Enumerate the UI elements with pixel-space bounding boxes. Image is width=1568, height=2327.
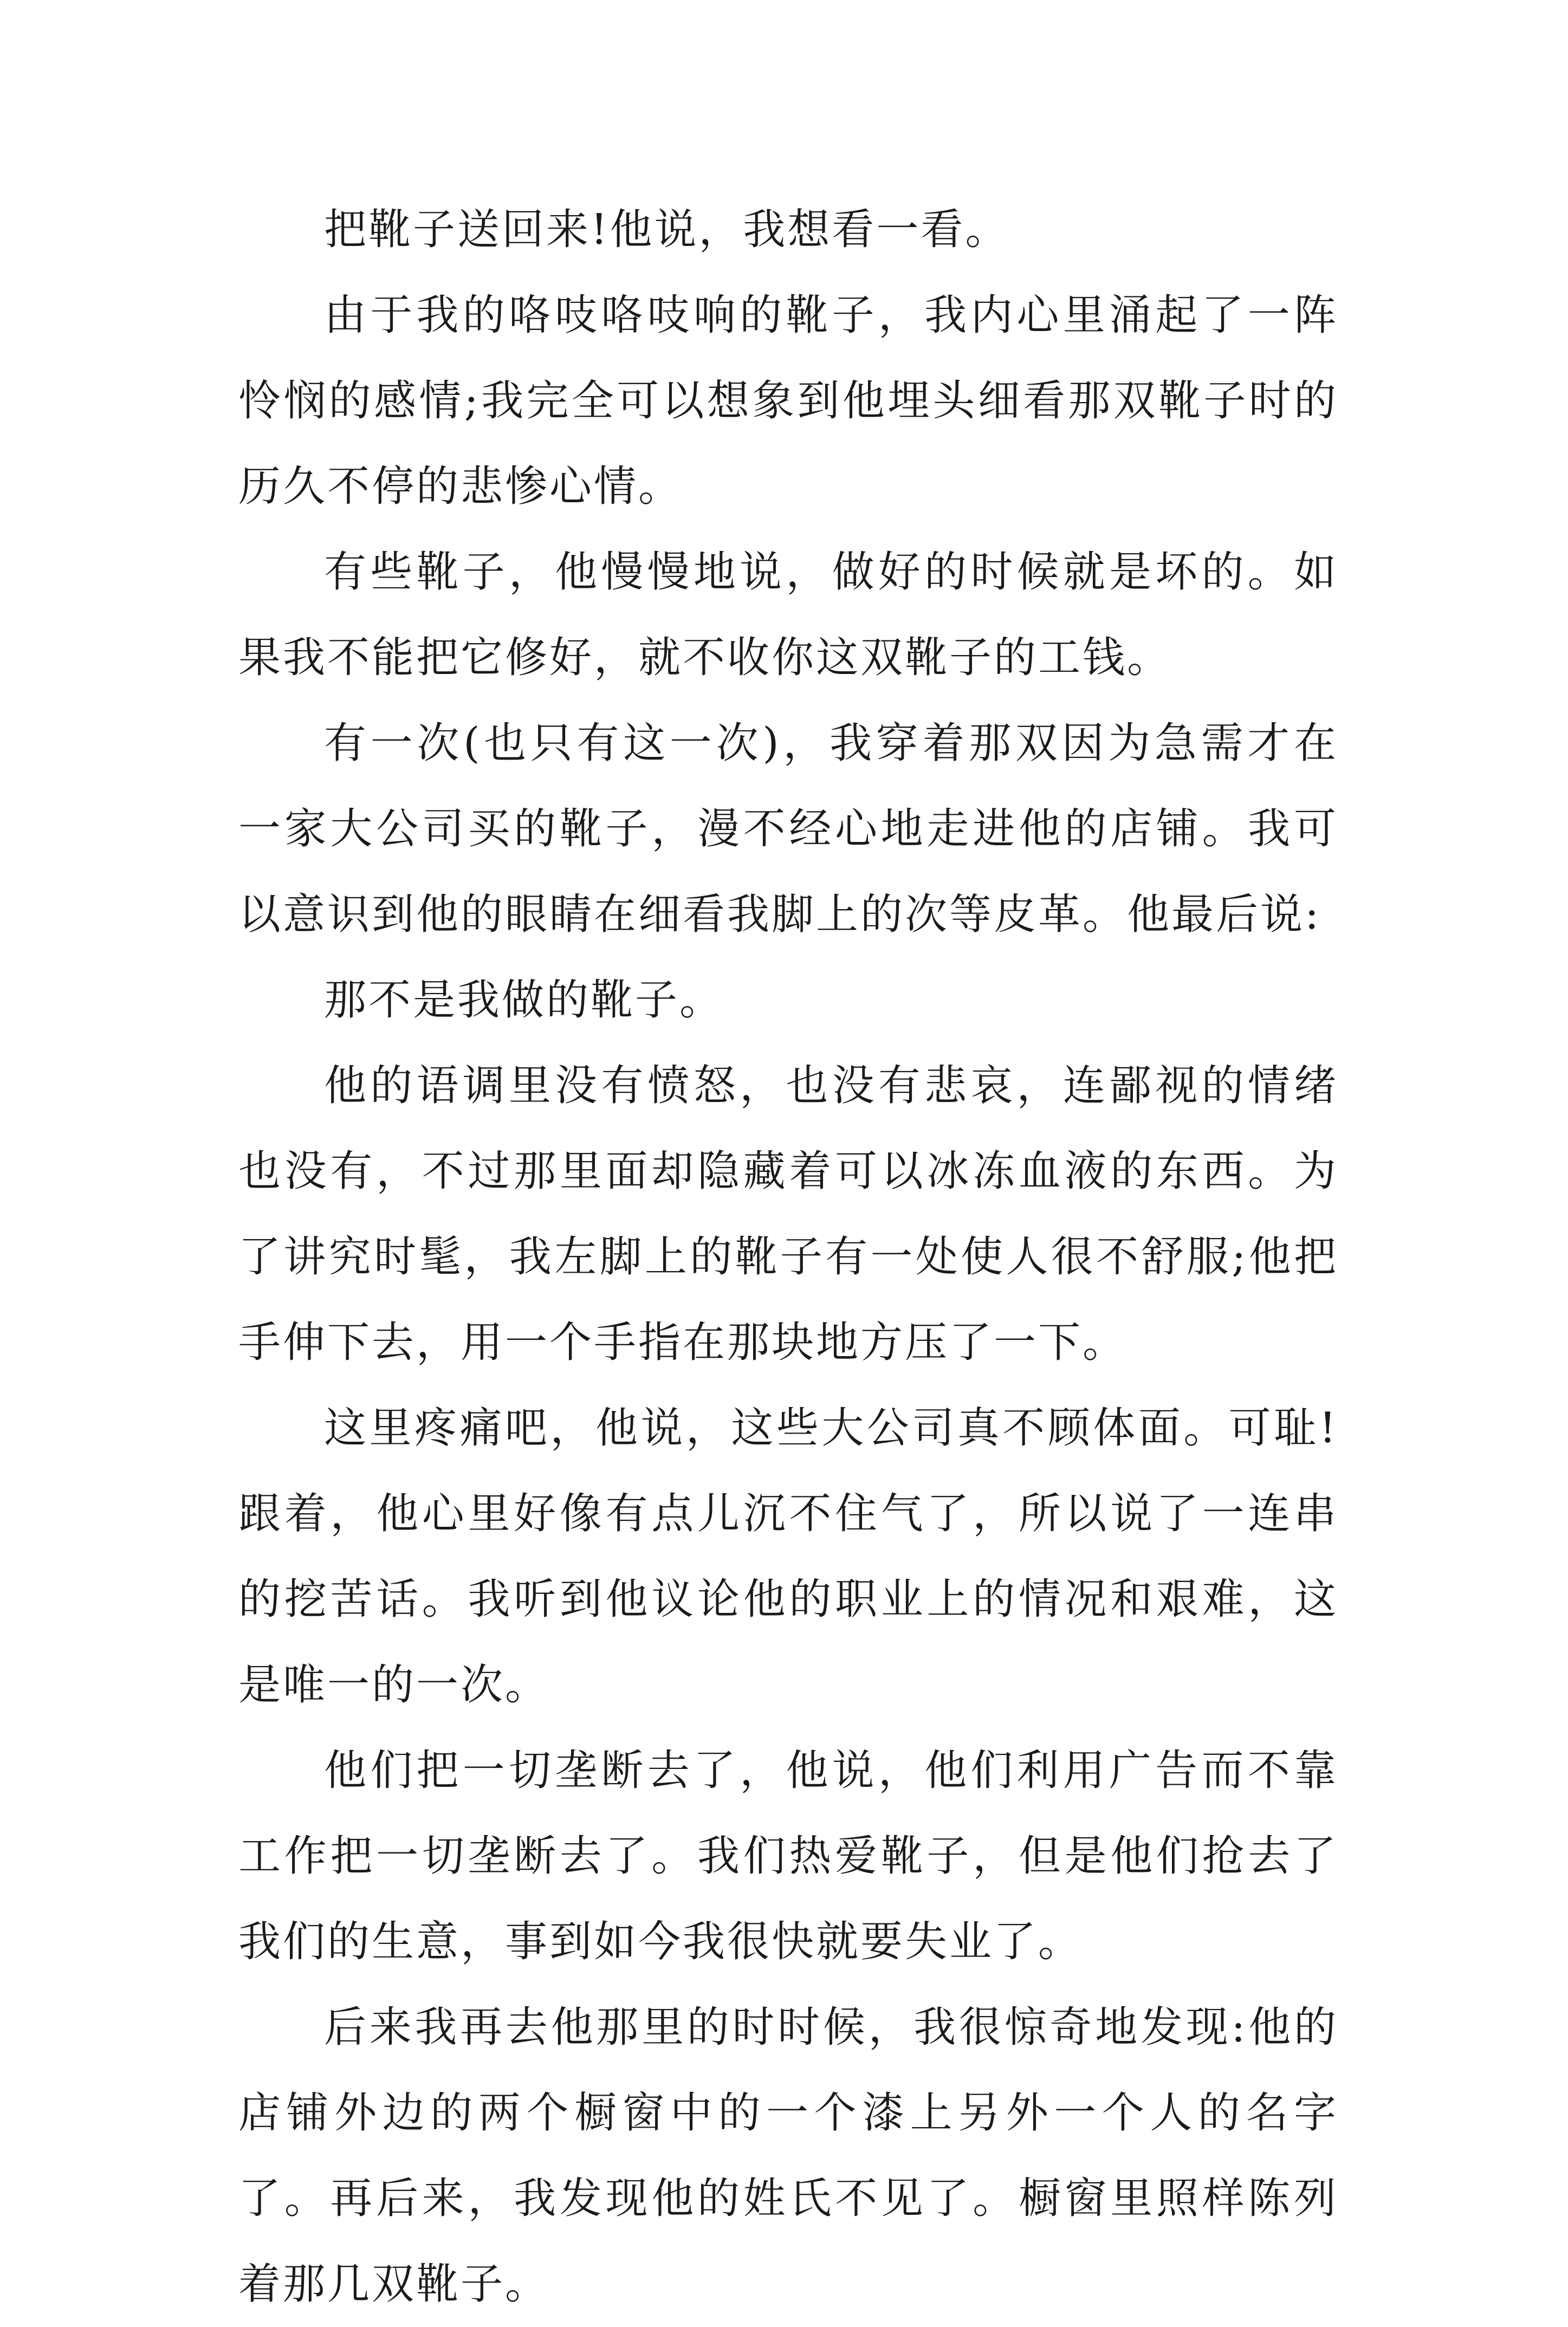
paragraph-3: 有些靴子，他慢慢地说，做好的时候就是坏的。如果我不能把它修好，就不收你这双靴子的工钱。 [238,548,1338,682]
paragraph-5: 那不是我做的靴子。 [324,976,724,1025]
paragraph-7: 这里疼痛吧，他说，这些大公司真不顾体面。可耻!跟着，他心里好像有点儿沉不住气了，所以说了一连串的挖苦话。我听到他议论他的职业上的情况和艰难，这是唯一的一次。 [238,1404,1338,1709]
paragraph-2: 由于我的咯吱咯吱响的靴子，我内心里涌起了一阵怜悯的感情;我完全可以想象到他埋头细看那双靴子时的历久不停的悲惨心情。 [238,291,1338,511]
body-text [238,187,1338,2327]
paragraph-9: 后来我再去他那里的时时候，我很惊奇地发现:他的店铺外边的两个橱窗中的一个漆上另外一个人的名字了。再后来，我发现他的姓氏不见了。橱窗里照样陈列着那几双靴子。 [238,2003,1338,2309]
paragraph-6: 他的语调里没有愤怒，也没有悲哀，连鄙视的情绪也没有，不过那里面却隐藏着可以冰冻血液的东西。为了讲究时髦，我左脚上的靴子有一处使人很不舒服;他把手伸下去，用一个手指在那块地方压了一下。 [238,1061,1338,1367]
paragraph-4: 有一次(也只有这一次)，我穿着那双因为急需才在一家大公司买的靴子，漫不经心地走进他的店铺。我可以意识到他的眼睛在细看我脚上的次等皮革。他最后说: [238,719,1338,939]
paragraph-8: 他们把一切垄断去了，他说，他们利用广告而不靠工作把一切垄断去了。我们热爱靴子，但是他们抢去了我们的生意，事到如今我很快就要失业了。 [238,1746,1338,1966]
paragraph-1: 把靴子送回来!他说，我想看一看。 [324,205,1010,254]
